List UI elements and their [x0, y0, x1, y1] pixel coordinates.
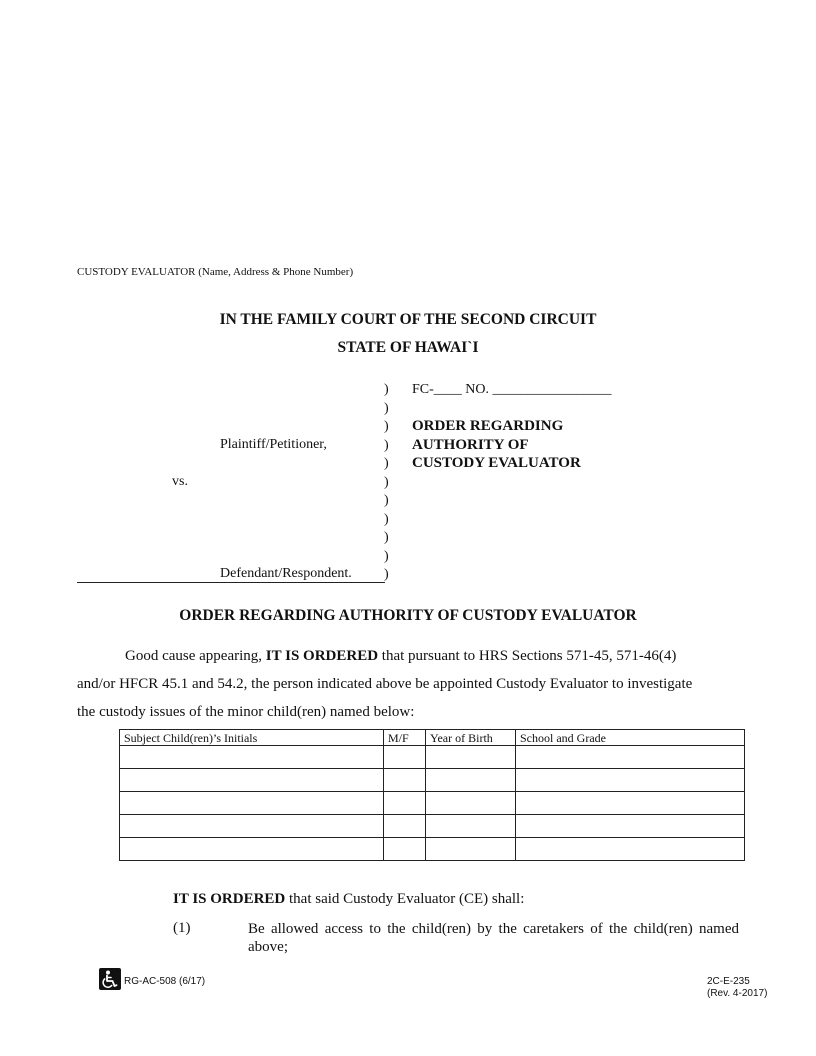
year-cell[interactable]: [426, 746, 516, 769]
defendant-label: Defendant/Respondent.: [220, 566, 352, 581]
table-row: [120, 815, 745, 838]
paren: ): [384, 400, 389, 416]
court-name: IN THE FAMILY COURT OF THE SECOND CIRCUIT: [219, 311, 597, 328]
initials-cell[interactable]: [120, 746, 384, 769]
year-cell[interactable]: [426, 815, 516, 838]
paren: ): [384, 456, 389, 471]
shall-rest: that said Custody Evaluator (CE) shall:: [285, 891, 525, 907]
year-cell[interactable]: [426, 792, 516, 815]
shall-bold: IT IS ORDERED: [173, 891, 286, 907]
it-is-ordered: IT IS ORDERED: [265, 648, 379, 664]
year-cell[interactable]: [426, 769, 516, 792]
para-rest: that pursuant to HRS Sections 571-45, 571-46(4): [378, 648, 677, 664]
paren: ): [384, 493, 389, 508]
case-prefix: FC-____ NO.: [412, 382, 490, 397]
item1-line2: above;: [248, 939, 288, 955]
order-paragraph-line3: the custody issues of the minor child(ren) named below:: [77, 704, 415, 720]
school-cell[interactable]: [516, 792, 745, 815]
doc-code-block: [707, 976, 767, 1000]
initials-cell[interactable]: [120, 792, 384, 815]
order-heading: ORDER REGARDING AUTHORITY OF CUSTODY EVALUATOR: [179, 607, 637, 624]
sex-cell[interactable]: [384, 769, 426, 792]
header-sex: M/F: [384, 730, 426, 746]
vs-label: vs.: [172, 474, 188, 489]
paren: ): [384, 511, 389, 527]
year-cell[interactable]: [426, 838, 516, 861]
revision: (Rev. 4-2017): [707, 988, 768, 999]
header-school-grade: School and Grade: [516, 730, 745, 746]
initials-cell[interactable]: [120, 769, 384, 792]
caption-title-line3: CUSTODY EVALUATOR: [412, 455, 581, 471]
paren: ): [384, 567, 389, 582]
plaintiff-label: Plaintiff/Petitioner,: [220, 437, 327, 452]
paren: ): [384, 530, 389, 545]
case-number: [412, 381, 612, 400]
doc-code: 2C-E-235: [707, 976, 750, 987]
caption-paren-column: [384, 381, 389, 585]
item1-number: (1): [173, 920, 191, 936]
case-number-blank: _________________: [492, 382, 612, 397]
sex-cell[interactable]: [384, 838, 426, 861]
sex-cell[interactable]: [384, 792, 426, 815]
table-row: [120, 792, 745, 815]
custody-evaluator-label: CUSTODY EVALUATOR (Name, Address & Phone Number): [77, 266, 354, 278]
children-table: [119, 729, 745, 861]
table-row: [120, 838, 745, 861]
header-year-of-birth: Year of Birth: [426, 730, 516, 746]
state-name: STATE OF HAWAI`I: [337, 339, 479, 356]
paren: ): [384, 437, 389, 453]
initials-cell[interactable]: [120, 815, 384, 838]
initials-cell[interactable]: [120, 838, 384, 861]
table-row: [120, 769, 745, 792]
paren: ): [384, 548, 389, 564]
paren: ): [384, 419, 389, 434]
school-cell[interactable]: [516, 838, 745, 861]
caption-title-line1: ORDER REGARDING: [412, 418, 564, 434]
order-paragraph-line1: [77, 642, 747, 670]
school-cell[interactable]: [516, 746, 745, 769]
paren: ): [384, 474, 389, 490]
item1-line1: Be allowed access to the child(ren) by the caretakers of the child(ren) named: [248, 921, 739, 937]
order-paragraph: [77, 642, 747, 726]
form-number: RG-AC-508 (6/17): [124, 976, 206, 987]
table-row: [120, 746, 745, 769]
accessibility-icon: [99, 968, 121, 990]
paren: ): [384, 382, 389, 397]
caption-title-line2: AUTHORITY OF: [412, 436, 529, 453]
para-lead: Good cause appearing,: [125, 648, 266, 664]
sex-cell[interactable]: [384, 815, 426, 838]
school-cell[interactable]: [516, 815, 745, 838]
school-cell[interactable]: [516, 769, 745, 792]
shall-intro: [173, 891, 524, 908]
caption-title: [412, 417, 581, 473]
header-initials: Subject Child(ren)’s Initials: [120, 730, 384, 746]
table-header-row: [120, 730, 745, 746]
sex-cell[interactable]: [384, 746, 426, 769]
order-paragraph-line2: and/or HFCR 45.1 and 54.2, the person indicated above be appointed Custody Evaluator to investigate: [77, 676, 693, 692]
